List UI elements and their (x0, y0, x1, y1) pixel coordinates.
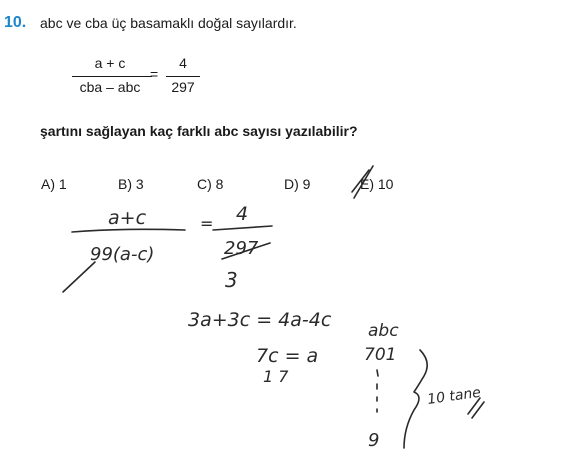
fraction-right-numerator: 4 (179, 55, 187, 71)
fraction-left-denominator: cba – abc (79, 79, 141, 95)
handwritten-equation-1: 3a+3c = 4a-4c (188, 309, 332, 331)
handwritten-result: 10 tane (426, 384, 482, 408)
handwritten-numerator: a+c (108, 207, 147, 229)
handwritten-dots (377, 370, 378, 412)
handwritten-equals: = (200, 214, 214, 233)
question-prompt: şartını sağlayan kaç farklı abc sayısı yazılabilir? (40, 123, 358, 139)
question-number: 10. (4, 14, 27, 31)
handwritten-rhs-line (213, 226, 272, 230)
choice-d[interactable]: D) 9 (284, 176, 311, 192)
handwritten-denominator: 99(a-c) (90, 244, 155, 265)
fraction-left-numerator: a + c (94, 55, 126, 71)
handwritten-fraction-line (72, 229, 185, 232)
choice-e[interactable]: E) 10 (360, 176, 394, 192)
handwritten-rhs-denominator: 297 (224, 238, 259, 259)
choice-e-check-mark (354, 166, 373, 198)
choice-e-check-mark-2 (352, 170, 369, 192)
choice-c[interactable]: C) 8 (197, 176, 224, 192)
handwritten-rhs-numerator: 4 (236, 203, 249, 225)
handwritten-digits-row: 701 (364, 345, 397, 365)
choice-b[interactable]: B) 3 (118, 176, 144, 192)
handwritten-equation-2: 7c = a (256, 345, 319, 367)
fraction-right-denominator: 297 (171, 79, 195, 95)
handwritten-equation-2-sub: 1 7 (263, 367, 289, 386)
choice-a[interactable]: A) 1 (41, 176, 67, 192)
handwritten-reduced: 3 (225, 268, 238, 292)
handwritten-brace (404, 350, 427, 448)
handwritten-digits-header: abc (368, 321, 399, 341)
question-stem: abc ve cba üç basamaklı doğal sayılardır. (40, 15, 297, 31)
handwritten-stroke (63, 262, 95, 292)
equals-sign: = (150, 66, 159, 82)
handwritten-digit-bottom: 9 (368, 430, 380, 451)
